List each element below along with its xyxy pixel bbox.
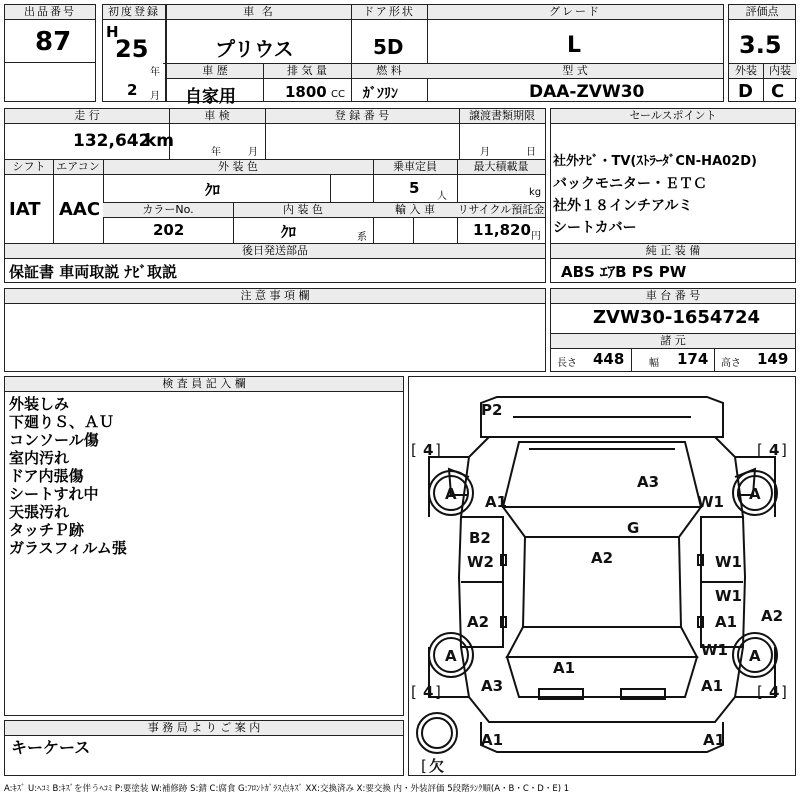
door-label: ドア形状: [351, 5, 427, 20]
damage-b2-left-door: B2: [469, 529, 491, 547]
damage-a2-right-rear: A2: [761, 607, 784, 625]
interior-color-unit: 系: [357, 232, 367, 243]
inspector-item: 外装しみ: [9, 395, 70, 413]
office-box: [4, 720, 404, 776]
damage-a1-rear-right: A1: [701, 677, 724, 695]
shift-label: シフト: [5, 160, 53, 175]
inspection-month: 月: [248, 147, 258, 158]
height: 149: [757, 350, 789, 368]
lot-number: 87: [35, 27, 72, 57]
damage-g-windshield: G: [627, 519, 640, 537]
car-name-label: 車 名: [167, 5, 351, 20]
color-number: 202: [153, 221, 185, 239]
mileage: 132,642: [73, 131, 151, 151]
wheel-mark-rl: A: [445, 647, 457, 665]
svg-text:[: [: [757, 683, 763, 701]
fuel-label: 燃 料: [351, 64, 427, 79]
score-box: [728, 4, 796, 102]
first-registration-label: 初度登録: [103, 5, 165, 20]
interior-color: ｸﾛ: [281, 223, 297, 241]
inspector-item: コンソール傷: [9, 431, 99, 449]
registration-year: 25: [115, 35, 149, 63]
wheel-mark-fr: A: [749, 485, 761, 503]
tire-depth-rl: 4: [423, 683, 434, 701]
length-label: 長さ: [557, 358, 577, 369]
wheel-mark-rr: A: [749, 647, 761, 665]
car-diagram: [409, 377, 795, 775]
inspector-item: ガラスフィルム張: [9, 539, 127, 557]
color-number-label: カラーNo.: [103, 203, 233, 218]
grade-label: グレード: [427, 5, 723, 20]
era: H: [106, 23, 119, 41]
specs-label: 諸 元: [551, 334, 795, 349]
transfer-day: 日: [526, 147, 536, 158]
interior-label: 内装: [763, 64, 797, 79]
width: 174: [677, 350, 709, 368]
width-label: 幅: [649, 358, 659, 369]
svg-text:[: [: [411, 441, 417, 459]
recycle-unit: 円: [531, 231, 541, 242]
exterior-color-label: 外 装 色: [103, 160, 373, 175]
mileage-label: 走 行: [5, 109, 169, 124]
damage-a3-rear-left: A3: [481, 677, 504, 695]
vehicle-info-box: [166, 4, 724, 107]
sales-point-3: 社外１８インチアルミ: [553, 198, 693, 214]
max-load-label: 最大積載量: [457, 160, 545, 175]
notes-label: 注 意 事 項 欄: [5, 289, 545, 304]
height-label: 高さ: [721, 358, 741, 369]
damage-a1-bumper-right: A1: [703, 731, 726, 749]
aircon-label: エアコン: [53, 160, 103, 175]
door-type: 5D: [373, 35, 404, 59]
damage-w1-right-rear-door: W1: [715, 587, 742, 605]
model-code: DAA-ZVW30: [529, 82, 645, 102]
damage-a1-bumper-left: A1: [481, 731, 504, 749]
svg-text:]: ]: [781, 441, 787, 459]
notes-box: [4, 288, 546, 372]
registration-month: 2: [127, 81, 138, 99]
inspector-item: 天張汚れ: [9, 503, 70, 521]
inspector-box: [4, 376, 404, 716]
history: 自家用: [185, 87, 236, 107]
damage-diagram-box: [408, 376, 796, 776]
sales-point-2: バックモニター・ＥＴＣ: [553, 176, 707, 192]
inspector-list: [9, 395, 127, 557]
spare-tire-status: 欠: [429, 757, 445, 775]
standard-equipment-label: 純 正 装 備: [551, 244, 795, 259]
inspector-item: タッチＰ跡: [9, 521, 85, 539]
legend: A:ｷｽﾞ U:ﾍｺﾐ B:ｷｽﾞを伴うﾍｺﾐ P:要塗装 W:補修跡 S:錆 C:腐食 G:ﾌﾛﾝﾄｶﾞﾗｽ点ｷｽﾞ XX:交換済み X:要交換 内・外装評価 5段階ﾗﾝｸ順(A・B・C・D・E) 1: [4, 784, 570, 794]
later-parts-label: 後日発送部品: [5, 244, 545, 259]
registration-number-label: 登 録 番 号: [265, 109, 459, 124]
sales-points-label: セールスポイント: [551, 109, 795, 124]
load-unit: kg: [529, 187, 542, 198]
displacement: 1800: [285, 83, 327, 101]
score: 3.5: [739, 31, 782, 59]
svg-text:[: [: [411, 683, 417, 701]
damage-w1-right-rear: W1: [701, 641, 728, 659]
damage-a1-trunk: A1: [553, 659, 576, 677]
chassis-label: 車 台 番 号: [551, 289, 795, 304]
month-unit: 月: [150, 91, 160, 102]
damage-p2: P2: [481, 401, 503, 419]
svg-text:]: ]: [781, 683, 787, 701]
capacity: 5: [409, 179, 420, 197]
damage-w1-right-fender: W1: [697, 493, 724, 511]
recycle-fee: 11,820: [473, 221, 531, 239]
exterior-color: ｸﾛ: [205, 181, 221, 199]
exterior-label: 外装: [729, 64, 763, 79]
import-label: 輸 入 車: [373, 203, 457, 218]
interior-grade: C: [771, 81, 785, 102]
aircon: AAC: [59, 199, 101, 220]
chassis-number: ZVW30-1654724: [593, 307, 761, 328]
svg-text:]: ]: [435, 683, 441, 701]
damage-a1-right-quarter: A1: [715, 613, 738, 631]
chassis-box: [550, 288, 796, 372]
inspector-item: シートすれ中: [9, 485, 99, 503]
grade: L: [567, 33, 582, 58]
inspector-item: 下廻りＳ、ＡＵ: [9, 413, 115, 431]
car-name: プリウス: [215, 37, 294, 61]
capacity-label: 乗車定員: [373, 160, 457, 175]
inspector-label: 検 査 員 記 入 欄: [5, 377, 403, 392]
standard-equipment: ABS ｴｱB PS PW: [561, 263, 687, 281]
inspector-item: 室内汚れ: [9, 449, 70, 467]
damage-w1-right-door: W1: [715, 553, 742, 571]
displacement-unit: CC: [331, 89, 345, 100]
tire-depth-fr: 4: [769, 441, 780, 459]
fuel: ｶﾞｿﾘﾝ: [363, 86, 398, 102]
transfer-month: 月: [480, 147, 490, 158]
svg-text:]: ]: [435, 441, 441, 459]
exterior-grade: D: [738, 81, 753, 102]
year-unit: 年: [150, 67, 160, 78]
shift: IAT: [9, 199, 41, 220]
model-label: 型 式: [427, 64, 723, 79]
transfer-deadline-label: 譲渡書類期限: [459, 109, 545, 124]
tire-depth-rr: 4: [769, 683, 780, 701]
sales-point-4: シートカバー: [553, 220, 637, 236]
office-label: 事 務 局 よ り ご 案 内: [5, 721, 403, 736]
recycle-label: リサイクル預託金: [457, 203, 545, 216]
svg-text:[: [: [421, 757, 427, 775]
length: 448: [593, 350, 625, 368]
sales-point-1: 社外ﾅﾋﾞ・TV(ｽﾄﾗｰﾀﾞCN-HA02D): [553, 154, 757, 169]
first-registration-box: [102, 4, 166, 102]
sales-points-box: [550, 108, 796, 283]
lot-number-box: [4, 4, 96, 102]
wheel-mark-fl: A: [445, 485, 457, 503]
damage-a1-left-fender: A1: [485, 493, 508, 511]
mileage-unit: km: [145, 131, 175, 151]
damage-w2-left-door: W2: [467, 553, 494, 571]
damage-a2-left-quarter: A2: [467, 613, 490, 631]
displacement-label: 排 気 量: [263, 64, 351, 79]
capacity-unit: 人: [437, 191, 447, 202]
damage-a2-roof: A2: [591, 549, 614, 567]
inspection-year: 年: [211, 147, 221, 158]
svg-text:[: [: [757, 441, 763, 459]
details-box: [4, 108, 546, 283]
score-label: 評価点: [729, 5, 795, 20]
interior-color-label: 内 装 色: [233, 203, 373, 218]
office-text: キーケース: [11, 738, 91, 757]
inspection-label: 車 検: [169, 109, 265, 124]
lot-number-label: 出品番号: [5, 5, 95, 20]
later-parts: 保証書 車両取説 ﾅﾋﾞ取説: [9, 263, 177, 281]
tire-depth-fl: 4: [423, 441, 434, 459]
history-label: 車 歴: [167, 64, 263, 79]
inspector-item: ドア内張傷: [9, 467, 84, 485]
damage-a3-hood: A3: [637, 473, 660, 491]
